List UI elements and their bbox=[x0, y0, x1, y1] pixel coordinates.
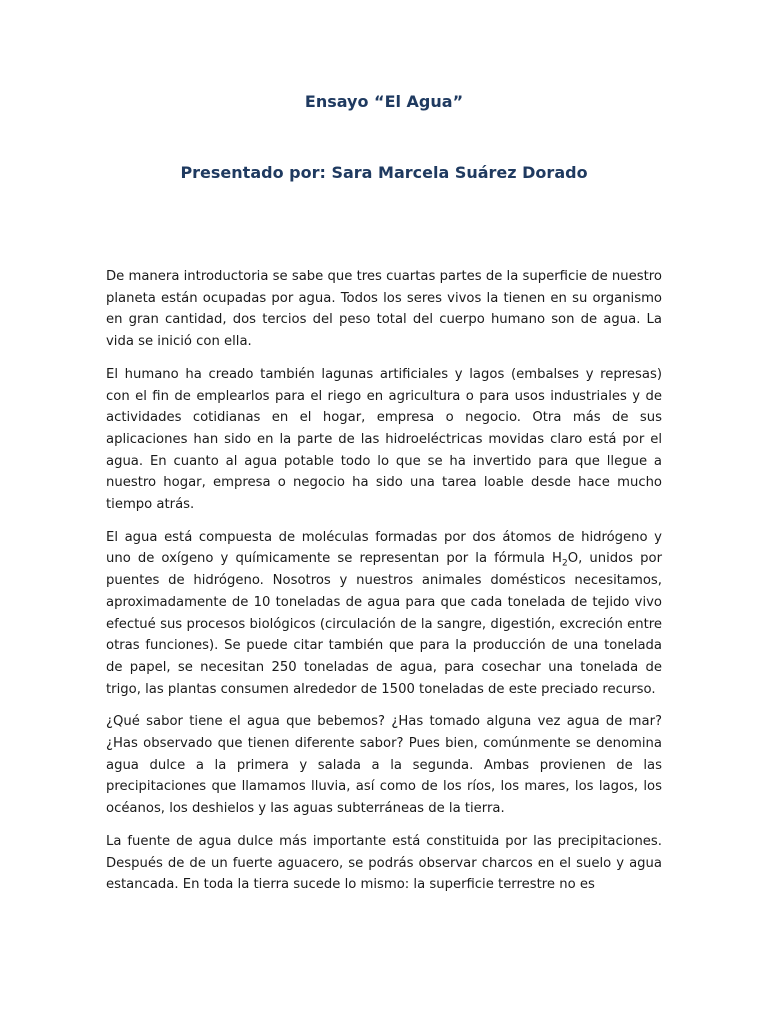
essay-body bbox=[106, 266, 662, 907]
paragraph-3-text-before-formula: El agua está compuesta de moléculas formadas por dos átomos de hidrógeno y uno de oxígeno y químicamente se representan por la fórmula H bbox=[106, 529, 662, 567]
paragraph-3 bbox=[106, 527, 662, 701]
author-line: Presentado por: Sara Marcela Suárez Dorado bbox=[180, 163, 588, 182]
paragraph-2: El humano ha creado también lagunas artificiales y lagos (embalses y represas) con el fin de emplearlos para el riego en agricultura o para usos industriales y de actividades cotidianas en el hogar, empresa o negocio. Otra más de sus aplicaciones han sido en la parte de las hidroeléctricas movidas claro está por el agua. En cuanto al agua potable todo lo que se ha invertido para que llegue a nuestro hogar, empresa o negocio ha sido una tarea loable desde hace mucho tiempo atrás. bbox=[106, 366, 662, 513]
paragraph-5: La fuente de agua dulce más importante está constituida por las precipitaciones. Después de de un fuerte aguacero, se podrás observar charcos en el suelo y agua estancada. En toda la tierra sucede lo mismo: la superficie terrestre no es bbox=[106, 833, 662, 893]
essay-title: Ensayo “El Agua” bbox=[304, 92, 464, 111]
paragraph-4: ¿Qué sabor tiene el agua que bebemos? ¿Has tomado alguna vez agua de mar? ¿Has observado que tienen diferente sabor? Pues bien, comúnmente se denomina agua dulce a la primera y salada a la segunda. Ambas provienen de las precipitaciones que llamamos lluvia, así como de los ríos, los mares, los lagos, los océanos, los deshielos y las aguas subterráneas de la tierra. bbox=[106, 714, 662, 817]
paragraph-1: De manera introductoria se sabe que tres cuartas partes de la superficie de nuestro planeta están ocupadas por agua. Todos los seres vivos la tienen en su organismo en gran cantidad, dos tercios del peso total del cuerpo humano son de agua. La vida se inició con ella. bbox=[106, 269, 662, 350]
formula-subscript: 2 bbox=[561, 559, 568, 570]
paragraph-3-text-after-formula: O, unidos por puentes de hidrógeno. Nosotros y nuestros animales domésticos necesitamos, aproximadamente de 10 toneladas de agua para que cada tonelada de tejido vivo efectué sus procesos biológicos (circulación de la sangre, digestión, excreción entre otras funciones). Se puede citar también que para la producción de una tonelada de papel, se necesitan 250 toneladas de agua, para cosechar una tonelada de trigo, las plantas consumen alrededor de 1500 toneladas de este preciado recurso. bbox=[106, 551, 662, 697]
